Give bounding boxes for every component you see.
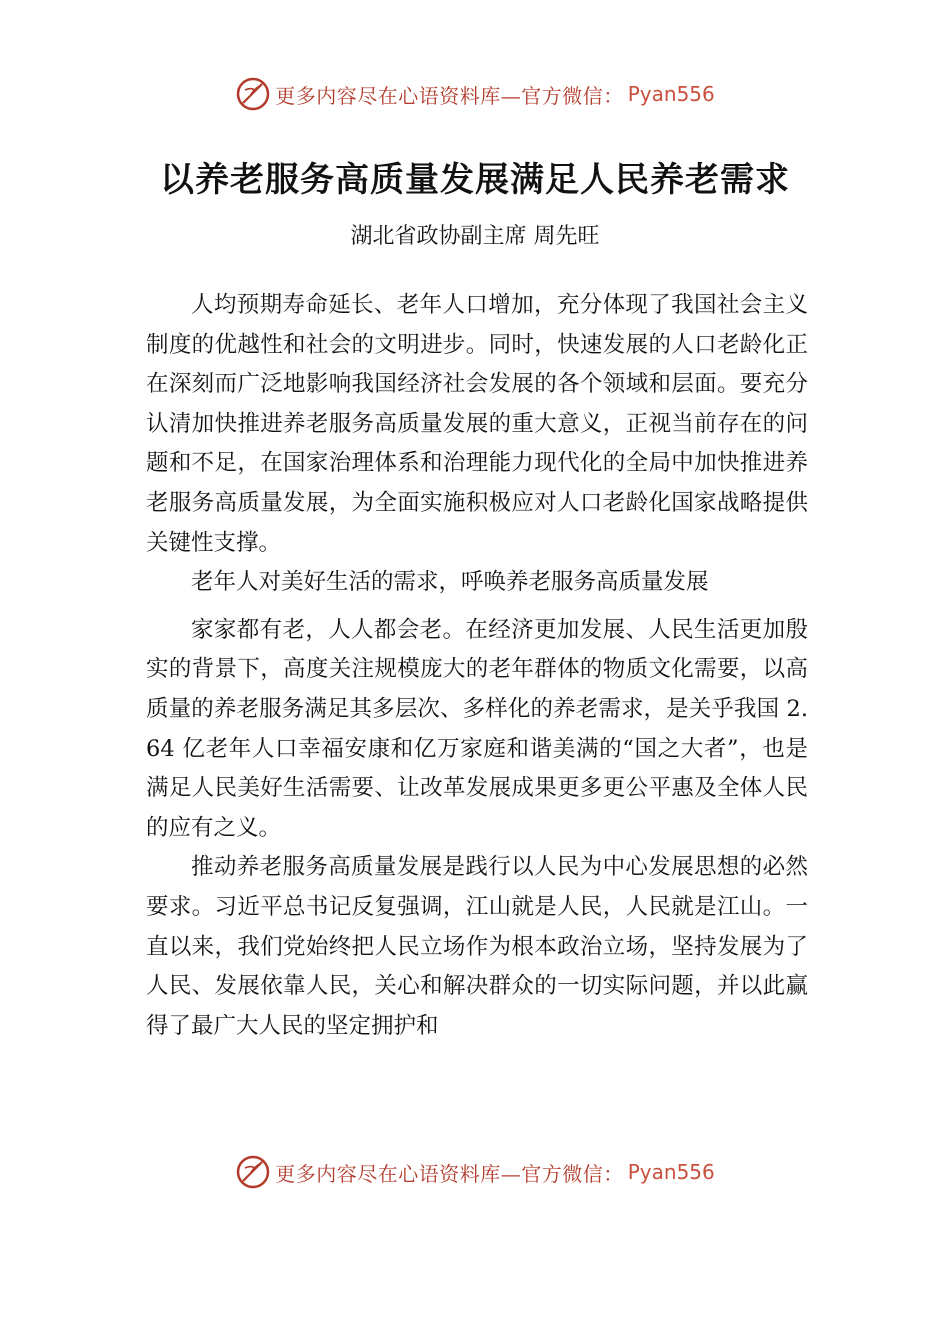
wechat-id: Pyan556 (627, 82, 715, 106)
banner-text: 更多内容尽在心语资料库—官方微信： (275, 1161, 624, 1186)
author-byline: 湖北省政协副主席 周先旺 (350, 224, 600, 249)
section-heading: 老年人对美好生活的需求，呼唤养老服务高质量发展 (191, 569, 709, 596)
quill-seal-logo-icon (235, 76, 271, 112)
wechat-id: Pyan556 (627, 1160, 715, 1184)
banner-text: 更多内容尽在心语资料库—官方微信： (275, 83, 624, 108)
article-body (146, 286, 808, 1046)
header-banner (0, 74, 950, 114)
quill-seal-logo-icon (235, 1154, 271, 1190)
page-title: 以养老服务高质量发展满足人民养老需求 (160, 160, 790, 200)
paragraph-3: 推动养老服务高质量发展是践行以人民为中心发展思想的必然要求。习近平总书记反复强调，江山就是人民，人民就是江山。一直以来，我们党始终把人民立场作为根本政治立场，坚持发展为了人民、发展依靠人民，关心和解决群众的一切实际问题，并以此赢得了最广大人民的坚定拥护和 (146, 854, 808, 1039)
footer-banner (0, 1152, 950, 1192)
paragraph-intro: 人均预期寿命延长、老年人口增加，充分体现了我国社会主义制度的优越性和社会的文明进步。同时，快速发展的人口老龄化正在深刻而广泛地影响我国经济社会发展的各个领域和层面。要充分认清加快推进养老服务高质量发展的重大意义，正视当前存在的问题和不足，在国家治理体系和治理能力现代化的全局中加快推进养老服务高质量发展，为全面实施积极应对人口老龄化国家战略提供关键性支撑。 (146, 292, 808, 556)
paragraph-2: 家家都有老，人人都会老。在经济更加发展、人民生活更加殷实的背景下，高度关注规模庞大的老年群体的物质文化需要，以高质量的养老服务满足其多层次、多样化的养老需求，是关乎我国 2.64 亿老年人口幸福安康和亿万家庭和谐美满的“国之大者”，也是满足人民美好生活需要、让改革发展成果更多更公平惠及全体人民的应有之义。 (146, 616, 808, 841)
